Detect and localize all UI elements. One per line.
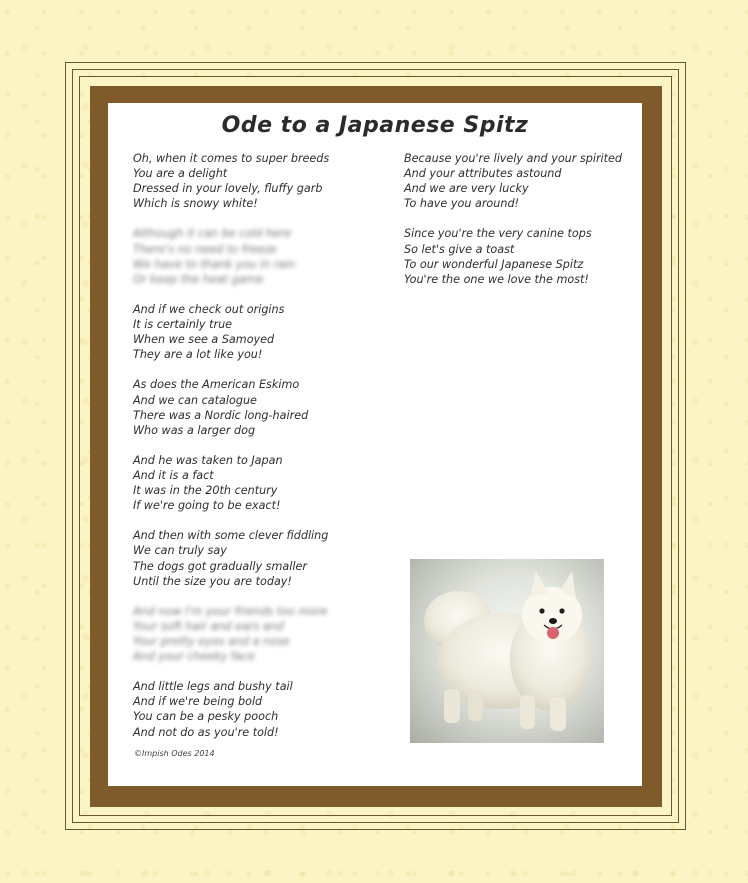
- poem-line: We can truly say: [133, 544, 227, 558]
- poem-line: And not do as you're told!: [133, 725, 279, 739]
- poem-line: We have to thank you in rain: [133, 257, 296, 271]
- poem-line: You are a delight: [133, 167, 228, 181]
- poem-line: Because you're lively and your spirited: [404, 152, 623, 165]
- poem-line: And your attributes astound: [404, 167, 562, 181]
- poem-line: So let's give a toast: [404, 242, 515, 256]
- poem-line: It was in the 20th century: [133, 484, 278, 498]
- right-column: [404, 151, 634, 302]
- poem-line: And your cheeky face: [133, 650, 255, 664]
- poem-line: Until the size you are today!: [133, 574, 292, 588]
- poem-line: Or keep the heat game: [133, 272, 264, 286]
- stanza: [404, 226, 634, 286]
- poem-line: There's no need to freeze: [133, 242, 277, 256]
- poem-line: To our wonderful Japanese Spitz: [404, 257, 584, 271]
- poem-line: And he was taken to Japan: [133, 453, 283, 467]
- poem-line: Since you're the very canine tops: [404, 227, 592, 241]
- japanese-spitz-photo: [410, 559, 604, 743]
- poem-title: Ode to a Japanese Spitz: [221, 113, 529, 138]
- poem-line: Dressed in your lovely, fluffy garb: [133, 182, 323, 196]
- stanza: [133, 528, 363, 588]
- stanza: [133, 679, 363, 739]
- stanza: [133, 453, 363, 513]
- copyright-notice: ©Impish Odes 2014: [134, 749, 215, 758]
- poem-line: It is certainly true: [133, 318, 233, 332]
- poem-line: You're the one we love the most!: [404, 272, 589, 286]
- poem-line: To have you around!: [404, 197, 520, 211]
- poem-line: There was a Nordic long-haired: [133, 408, 309, 422]
- poem-line: Although it can be cold here: [133, 227, 292, 241]
- poem-line: And if we check out origins: [133, 302, 285, 316]
- poem-line: And we are very lucky: [404, 182, 529, 196]
- stanza: [133, 151, 363, 211]
- poem-line: And then with some clever fiddling: [133, 529, 329, 543]
- poem-line: When we see a Samoyed: [133, 333, 275, 347]
- poem-line: Your pretty eyes and a nose: [133, 635, 290, 648]
- poem-paper: [108, 103, 642, 786]
- stanza: [404, 151, 634, 211]
- blurred-stanza: [133, 226, 363, 286]
- poem-line: If we're going to be exact!: [133, 499, 281, 513]
- poem-line: You can be a pesky pooch: [133, 710, 279, 724]
- stanza: [133, 302, 363, 362]
- left-column: [133, 151, 363, 755]
- poem-line: As does the American Eskimo: [133, 378, 300, 392]
- poem-line: They are a lot like you!: [133, 348, 263, 362]
- poem-line: And we can catalogue: [133, 393, 257, 407]
- poem-line: Oh, when it comes to super breeds: [133, 152, 330, 165]
- poem-line: And now I'm your friends too more: [133, 604, 328, 618]
- poem-line: Who was a larger dog: [133, 423, 256, 437]
- poem-line: The dogs got gradually smaller: [133, 559, 307, 573]
- poem-line: And it is a fact: [133, 468, 214, 482]
- stanza: [133, 377, 363, 437]
- poem-line: And if we're being bold: [133, 695, 263, 709]
- poem-line: And little legs and bushy tail: [133, 680, 293, 694]
- blurred-stanza: [133, 604, 363, 664]
- poem-line: Your soft hair and ears and: [133, 619, 284, 633]
- poem-line: Which is snowy white!: [133, 197, 258, 211]
- dog-illustration: [410, 559, 604, 743]
